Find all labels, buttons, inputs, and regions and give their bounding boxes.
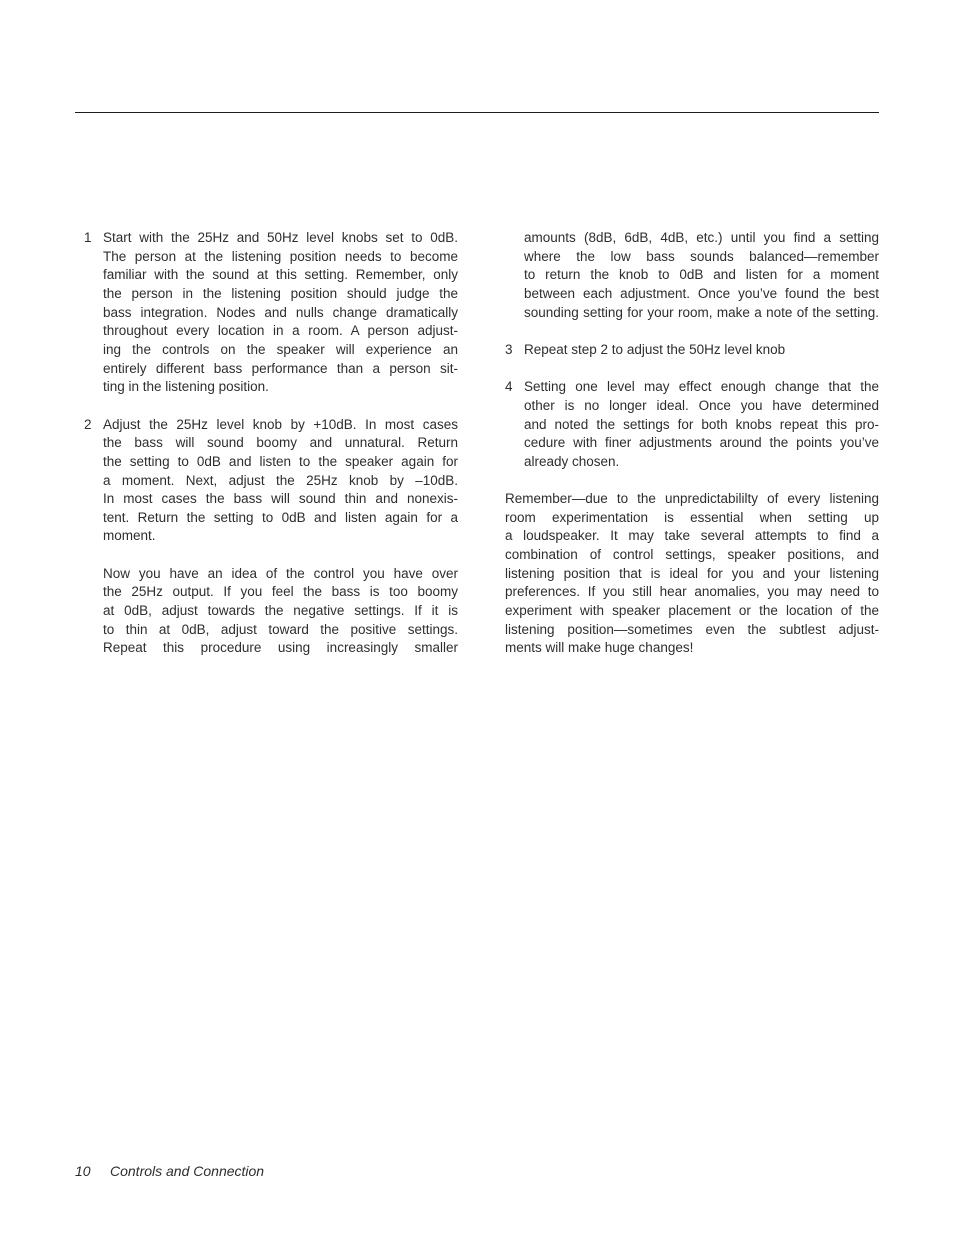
text-line: to thin at 0dB, adjust toward the positive settings. xyxy=(103,621,458,637)
text-line: tent. Return the setting to 0dB and listen again for a xyxy=(103,509,458,525)
text-line: between each adjustment. Once you’ve found the best xyxy=(524,285,879,301)
text-line: In most cases the bass will sound thin and nonexis- xyxy=(103,491,458,507)
left-column xyxy=(84,229,458,658)
text-line: experiment with speaker placement or the location of the xyxy=(505,603,879,619)
text-line: the person in the listening position should judge the xyxy=(103,285,458,301)
text-line: to return the knob to 0dB and listen for a moment xyxy=(524,267,879,283)
text-line: familiar with the sound at this setting. Remember, only xyxy=(103,267,458,283)
step-2-followup-paragraph xyxy=(84,565,458,658)
step-number: 1 xyxy=(84,230,92,245)
step-number: 3 xyxy=(505,341,513,357)
paragraph-continuation xyxy=(505,229,879,322)
text-line: the 25Hz output. If you feel the bass is too boomy xyxy=(103,584,458,600)
step-text xyxy=(84,229,458,397)
text-line: Start with the 25Hz and 50Hz level knobs set to 0dB. xyxy=(103,230,458,245)
text-line: at 0dB, adjust towards the negative settings. If it is xyxy=(103,603,458,619)
text-line: The person at the listening position needs to become xyxy=(103,248,458,264)
text-line: amounts (8dB, 6dB, 4dB, etc.) until you find a setting xyxy=(524,230,879,245)
text-line: the bass will sound boomy and unnatural. Return xyxy=(103,435,458,451)
text-line: moment. xyxy=(103,528,156,544)
text-line: Now you have an idea of the control you have over xyxy=(103,565,458,581)
page-number: 10 xyxy=(75,1163,91,1179)
step-text xyxy=(505,378,879,471)
text-line: sounding setting for your room, make a note of the setting. xyxy=(524,304,879,320)
text-line: preferences. If you still hear anomalies, you may need to xyxy=(505,584,879,600)
step-3 xyxy=(505,341,879,360)
text-line: throughout every location in a room. A person adjust- xyxy=(103,323,458,339)
text-line: Repeat step 2 to adjust the 50Hz level knob xyxy=(524,341,786,357)
right-column xyxy=(505,229,879,658)
text-line: where the low bass sounds balanced—remember xyxy=(524,248,879,264)
text-line: Repeat this procedure using increasingly smaller xyxy=(103,640,458,656)
text-line: ting in the listening position. xyxy=(103,379,269,395)
text-line: listening position that is ideal for you and your listening xyxy=(505,565,879,581)
step-text xyxy=(505,341,879,360)
text-line: room experimentation is essential when setting up xyxy=(505,509,879,525)
text-line: a moment. Next, adjust the 25Hz knob by –10dB. xyxy=(103,472,458,488)
header-rule xyxy=(75,112,879,113)
step-4 xyxy=(505,378,879,471)
text-line: Adjust the 25Hz level knob by +10dB. In most cases xyxy=(103,416,458,432)
text-line: entirely different bass performance than a person sit- xyxy=(103,360,458,376)
text-line: combination of control settings, speaker positions, and xyxy=(505,547,879,563)
text-line: the setting to 0dB and listen to the speaker again for xyxy=(103,453,458,469)
text-line: bass integration. Nodes and nulls change dramatically xyxy=(103,304,458,320)
step-2 xyxy=(84,416,458,547)
section-title: Controls and Connection xyxy=(110,1163,265,1179)
step-text xyxy=(84,416,458,547)
text-line: Setting one level may effect enough change that the xyxy=(524,379,879,395)
text-line: ing the controls on the speaker will experience an xyxy=(103,341,458,357)
step-number: 4 xyxy=(505,379,513,395)
closing-paragraph xyxy=(505,490,879,658)
page-footer xyxy=(75,1163,264,1179)
text-line: other is no longer ideal. Once you have determined xyxy=(524,397,879,413)
step-1 xyxy=(84,229,458,397)
text-line: Remember—due to the unpredictabililty of every listening xyxy=(505,491,879,507)
text-line: ments will make huge changes! xyxy=(505,640,694,656)
text-line: cedure with finer adjustments around the points you’ve xyxy=(524,435,879,451)
text-line: and noted the settings for both knobs repeat this pro- xyxy=(524,416,879,432)
step-number: 2 xyxy=(84,416,92,432)
text-line: listening position—sometimes even the subtlest adjust- xyxy=(505,621,879,637)
text-line: already chosen. xyxy=(524,453,620,469)
text-line: a loudspeaker. It may take several attempts to find a xyxy=(505,528,879,544)
